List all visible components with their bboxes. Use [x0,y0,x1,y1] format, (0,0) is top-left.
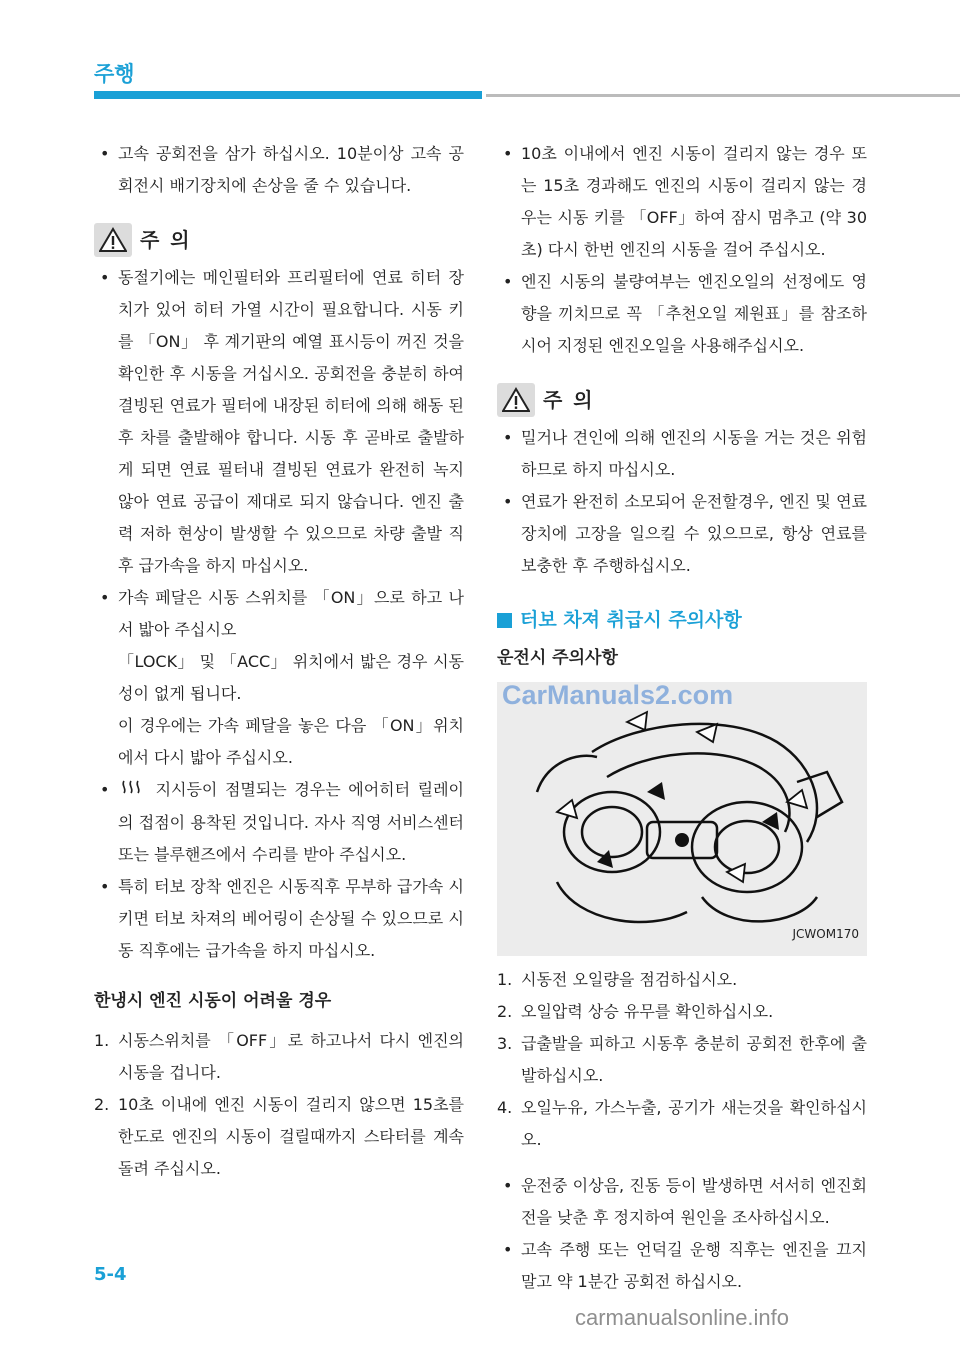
item-number: 2. [94,1095,110,1114]
turbocharger-drawing [497,682,867,956]
driving-caution-heading: 운전시 주의사항 [497,648,618,668]
spacer [497,1156,867,1170]
list-item [497,486,867,582]
item-text: 10초 이내에 엔진 시동이 걸리지 않으면 15초를 한도로 엔진의 시동이 걸릴때까지 스타터를 계속 돌려 주십시오. [118,1095,464,1178]
square-marker-icon [497,613,512,628]
bullet-text: 특히 터보 장착 엔진은 시동직후 무부하 급가속 시키면 터보 차져의 베어링이 손상될 수 있으므로 시동 직후에는 급가속을 하지 마십시오. [118,877,464,960]
item-text: 시동전 오일량을 점검하십시오. [521,970,738,989]
list-item [94,774,464,871]
bullet-dot: • [100,268,110,287]
numbered-item [497,1028,867,1092]
bullet-dot: • [100,588,110,607]
item-number: 1. [497,970,513,989]
section-title: 주행 [94,62,135,86]
caution-label: 주 의 [140,228,192,252]
list-item [94,138,464,202]
list-item [497,422,867,486]
item-text: 오일누유, 가스누출, 공기가 새는것을 확인하십시오. [521,1098,867,1149]
bullet-dot: • [503,428,513,447]
bullet-dot: • [503,1176,513,1195]
bullet-text: 고속 주행 또는 언덕길 운행 직후는 엔진을 끄지 말고 약 1분간 공회전 하십시오. [521,1240,867,1291]
list-item [497,1170,867,1234]
left-column [94,138,464,1185]
caution-box [94,222,464,258]
list-item [94,582,464,774]
bullet-dot: • [100,144,110,163]
bullet-text: 동절기에는 메인필터와 프리필터에 연료 히터 장치가 있어 히터 가열 시간이 필요합니다. 시동 키를 「ON」 후 계기판의 예열 표시등이 꺼진 것을 확인한 후 시동을 거십시오. 공회전을 충분히 하여 결빙된 연료가 필터에 내장된 히터에 의해 해동 된 후 차를 출발해야 합니다. 시동 후 곧바로 출발하게 되면 연료 필터내 결빙된 연료가 완전히 녹지 않아 연료 공급이 제대로 되지 않습니다. 엔진 출력 저하 현상이 발생할 수 있으므로 차량 출발 직후 급가속을 하지 마십시오. [118,268,464,575]
bullet-dot: • [100,877,110,896]
item-text: 급출발을 피하고 시동후 충분히 공회전 한후에 출발하십시오. [521,1034,867,1085]
item-text: 시동스위치를 「OFF」로 하고나서 다시 엔진의 시동을 겁니다. [118,1031,464,1082]
bullet-text: 가속 페달은 시동 스위치를 「ON」으로 하고 나서 밟아 주십시오 [118,588,464,639]
warning-triangle-icon [94,223,132,257]
item-number: 3. [497,1034,513,1053]
item-text: 오일압력 상승 유무를 확인하십시오. [521,1002,774,1021]
item-number: 1. [94,1031,110,1050]
bullet-dot: • [503,144,513,163]
bullet-text: 고속 공회전을 삼가 하십시오. 10분이상 고속 공회전시 배기장치에 손상을 줄 수 있습니다. [118,144,464,195]
header-rule [486,94,960,97]
item-number: 4. [497,1098,513,1117]
turbo-section-heading [497,604,867,636]
bullet-text: 엔진 시동의 불량여부는 엔진오일의 선정에도 영향을 끼치므로 꼭 「추천오일 제원표」를 참조하시어 지정된 엔진오일을 사용해주십시오. [521,272,867,355]
bullet-text: 지시등이 점멸되는 경우는 에어히터 릴레이의 접점이 용착된 것입니다. 자사 직영 서비스센터 또는 블루핸즈에서 수리를 받아 주십시오. [118,780,464,864]
bullet-text-extra: 「LOCK」 및 「ACC」 위치에서 밟은 경우 시동성이 없게 됩니다. [118,652,464,703]
bullet-dot: • [503,1240,513,1259]
list-item [497,1234,867,1298]
bullet-dot: • [503,492,513,511]
right-column [497,138,867,1298]
bullet-dot: • [100,780,110,799]
watermark-bottom: carmanualsonline.info [575,1305,790,1330]
numbered-item [94,1025,464,1089]
numbered-item [94,1089,464,1185]
list-item [497,266,867,362]
page-number: 5-4 [94,1264,127,1285]
bullet-text: 운전중 이상음, 진동 등이 발생하면 서서히 엔진회전을 낮춘 후 정지하여 원인을 조사하십시오. [521,1176,867,1227]
air-heater-indicator-icon [118,775,148,807]
cold-start-heading: 한냉시 엔진 시동이 어려울 경우 [94,991,332,1011]
turbocharger-illustration [497,682,867,956]
list-item [94,262,464,582]
header-rule-accent [94,91,482,99]
bullet-dot: • [503,272,513,291]
caution-box [497,382,867,418]
numbered-item [497,1092,867,1156]
section-heading-text: 터보 차져 취급시 주의사항 [520,609,742,631]
list-item [497,138,867,266]
caution-label: 주 의 [543,388,595,412]
item-number: 2. [497,1002,513,1021]
watermark-top: CarManuals2.com [502,680,734,710]
bullet-text: 연료가 완전히 소모되어 운전할경우, 엔진 및 연료장치에 고장을 일으킬 수 있으므로, 항상 연료를 보충한 후 주행하십시오. [521,492,867,575]
bullet-text: 10초 이내에서 엔진 시동이 걸리지 않는 경우 또는 15초 경과해도 엔진의 시동이 걸리지 않는 경우는 시동 키를 「OFF」하여 잠시 멈추고 (약 30초) 다시 한번 엔진의 시동을 걸어 주십시오. [521,144,867,259]
numbered-item [497,964,867,996]
bullet-text-extra: 이 경우에는 가속 페달을 놓은 다음 「ON」위치에서 다시 밟아 주십시오. [118,716,464,767]
warning-triangle-icon [497,383,535,417]
bullet-text: 밀거나 견인에 의해 엔진의 시동을 거는 것은 위험하므로 하지 마십시오. [521,428,867,479]
list-item [94,871,464,967]
figure-code: JCWOM170 [792,927,859,941]
numbered-item [497,996,867,1028]
